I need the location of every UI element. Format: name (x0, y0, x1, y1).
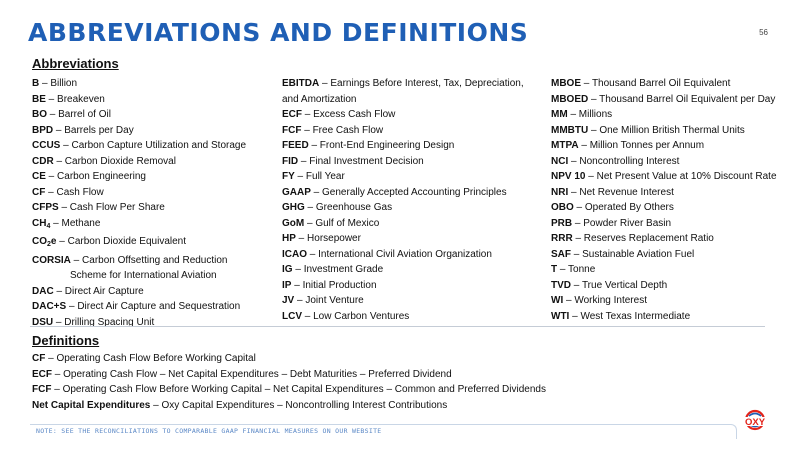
separator: – (45, 353, 57, 364)
term: BO (32, 109, 47, 120)
term: ECF (282, 109, 302, 120)
definition-text: Greenhouse Gas (315, 202, 393, 213)
list-item (551, 262, 777, 278)
definition-text: Working Interest (574, 295, 647, 306)
definition-text: Direct Air Capture (64, 285, 144, 297)
separator: – (310, 186, 323, 198)
section-divider (30, 326, 765, 327)
list-item (551, 169, 777, 185)
term-subscript: 4 (46, 222, 51, 230)
definition-text: One Million British Thermal Units (599, 124, 745, 136)
term: B (32, 78, 40, 89)
separator: – (294, 295, 306, 306)
term: CORSIA (32, 254, 71, 266)
list-item (32, 92, 246, 108)
definition-text: Carbon Engineering (57, 171, 146, 182)
list-item (282, 154, 524, 170)
definition-text: Thousand Barrel Oil Equivalent (591, 78, 731, 89)
term: FEED (282, 140, 309, 151)
separator: – (588, 93, 600, 105)
separator: – (295, 233, 308, 244)
logo-text: OXY (744, 417, 766, 428)
term: JV (282, 295, 295, 306)
list-item (32, 123, 246, 139)
list-item (551, 123, 777, 139)
definition-text: Operating Cash Flow Before Working Capital (56, 353, 256, 364)
separator: – (292, 264, 304, 275)
list-item (32, 367, 546, 383)
separator: – (573, 202, 585, 213)
definitions-list (32, 351, 546, 413)
separator: – (39, 78, 51, 89)
page-title: ABBREVIATIONS AND DEFINITIONS (28, 18, 529, 47)
definition-text: Low Carbon Ventures (313, 310, 410, 322)
separator: – (569, 310, 581, 322)
definition-text: Investment Grade (303, 264, 384, 275)
separator: – (66, 301, 78, 312)
separator: – (307, 248, 319, 260)
separator: – (588, 124, 600, 136)
separator: – (58, 202, 70, 213)
term: CFPS (32, 202, 59, 213)
list-item (282, 169, 524, 185)
list-item (32, 216, 246, 235)
separator: – (581, 78, 592, 89)
separator: – (52, 368, 64, 380)
oxy-logo (736, 403, 774, 441)
definition-text: True Vertical Depth (581, 279, 668, 291)
term: CO (32, 236, 47, 247)
definition-text: Generally Accepted Accounting Principles (322, 186, 507, 198)
definition-text: Net Revenue Interest (579, 186, 674, 198)
separator: – (578, 140, 590, 151)
definition-text: Barrel of Oil (58, 109, 111, 120)
separator: – (572, 233, 584, 244)
term-subscript: 2 (47, 241, 51, 248)
definition-text: Sustainable Aviation Fuel (582, 248, 695, 260)
separator: – (53, 124, 65, 136)
list-item (282, 123, 524, 139)
separator: – (568, 155, 580, 167)
list-item (282, 185, 524, 201)
separator: – (294, 171, 306, 182)
list-item (32, 234, 246, 253)
definition-text: Carbon Dioxide Removal (64, 155, 176, 167)
separator: – (571, 279, 582, 291)
separator: – (70, 254, 83, 266)
term: LCV (282, 310, 302, 322)
separator: – (304, 217, 316, 229)
list-item (551, 309, 777, 325)
definition-text: Methane (61, 217, 101, 229)
list-item (282, 247, 524, 263)
term: MBOE (551, 78, 581, 89)
term: HP (282, 233, 296, 244)
separator: – (301, 124, 313, 136)
term: MM (551, 109, 568, 120)
definition-text: Noncontrolling Interest (579, 155, 680, 167)
definition-text: Carbon Dioxide Equivalent (67, 236, 186, 247)
term: DAC+S (32, 301, 67, 312)
list-item (551, 138, 777, 154)
term: CH (32, 217, 47, 229)
term: FCF (282, 124, 302, 136)
term: MMBTU (551, 124, 589, 136)
term: NCI (551, 155, 569, 167)
list-item (282, 309, 524, 325)
page-number: 56 (759, 28, 768, 37)
term-suffix: e (50, 236, 57, 247)
separator: – (53, 285, 65, 297)
definition-text: Operating Cash Flow – Net Capital Expenditures – Debt Maturities – Preferred Dividend (63, 368, 452, 380)
abbreviations-column-3 (551, 76, 777, 324)
term: GoM (282, 217, 305, 229)
list-item (551, 278, 777, 294)
term: CF (32, 353, 46, 364)
definition-text: Full Year (305, 171, 345, 182)
term: DAC (32, 285, 54, 297)
term: CE (32, 171, 46, 182)
separator: – (308, 140, 320, 151)
list-item-continuation: Scheme for International Aviation (70, 270, 217, 281)
separator: – (45, 93, 58, 105)
term: MTPA (551, 140, 579, 151)
separator: – (302, 109, 314, 120)
definition-text: Direct Air Capture and Sequestration (77, 301, 241, 312)
list-item (282, 293, 524, 309)
separator: – (572, 217, 584, 229)
term: DSU (32, 316, 54, 328)
term: OBO (551, 202, 574, 213)
term: SAF (551, 248, 571, 260)
list-item (551, 293, 777, 309)
list-item (32, 398, 546, 414)
definition-text: Cash Flow Per Share (69, 202, 165, 213)
abbreviations-column-1 (32, 76, 246, 330)
list-item (282, 76, 524, 92)
definition-text: Oxy Capital Expenditures – Noncontrolling Interest Contributions (161, 399, 448, 411)
definition-text: Carbon Offsetting and Reduction (82, 254, 228, 266)
separator: – (291, 279, 303, 291)
separator: – (150, 399, 162, 411)
separator: – (47, 109, 59, 120)
definition-text: Gulf of Mexico (315, 217, 380, 229)
term: CCUS (32, 140, 61, 151)
definition-text: Thousand Barrel Oil Equivalent per Day (599, 93, 776, 105)
separator: – (298, 155, 310, 167)
list-item (32, 138, 246, 154)
term: MBOED (551, 93, 589, 105)
list-item (32, 185, 246, 201)
definition-text: Tonne (568, 264, 596, 275)
list-item (282, 262, 524, 278)
list-item (282, 231, 524, 247)
separator: – (319, 78, 331, 89)
list-item (32, 169, 246, 185)
term: GAAP (282, 186, 311, 198)
list-item (282, 200, 524, 216)
separator: – (45, 186, 57, 198)
list-item (551, 107, 777, 123)
term: WTI (551, 310, 570, 322)
separator: – (45, 171, 58, 182)
term: Net Capital Expenditures (32, 399, 151, 411)
definition-text: Net Present Value at 10% Discount Rate (596, 171, 777, 182)
definition-text: Horsepower (307, 233, 361, 244)
term: FID (282, 155, 299, 167)
definition-text: Breakeven (57, 93, 105, 105)
definition-text: Cash Flow (56, 186, 104, 198)
separator: – (56, 236, 68, 247)
list-item (32, 107, 246, 123)
term: BPD (32, 124, 54, 136)
separator: – (585, 171, 597, 182)
definition-text: Barrels per Day (64, 124, 134, 136)
list-item (32, 382, 546, 398)
term: TVD (551, 279, 571, 291)
term: IP (282, 279, 292, 291)
list-item (282, 216, 524, 232)
list-item (282, 138, 524, 154)
definition-text: Earnings Before Interest, Tax, Depreciation, (330, 78, 524, 89)
separator: – (50, 217, 62, 229)
term: NRI (551, 186, 569, 198)
definition-text: Front-End Engineering Design (319, 140, 455, 151)
separator: – (568, 186, 580, 198)
term: IG (282, 264, 293, 275)
definition-text: Final Investment Decision (309, 155, 424, 167)
list-item (551, 76, 777, 92)
definition-text: Million Tonnes per Annum (589, 140, 705, 151)
term: FY (282, 171, 295, 182)
definition-text: Excess Cash Flow (313, 109, 396, 120)
list-item (551, 92, 777, 108)
definitions-heading: Definitions (32, 333, 100, 348)
term: EBITDA (282, 78, 320, 89)
list-item (282, 107, 524, 123)
term: NPV 10 (551, 171, 586, 182)
list-item (32, 253, 246, 269)
term: FCF (32, 384, 52, 395)
term: GHG (282, 202, 305, 213)
term: ICAO (282, 248, 307, 260)
list-item (551, 231, 777, 247)
definition-text: Drilling Spacing Unit (64, 316, 155, 328)
list-item (32, 76, 246, 92)
definition-text: Powder River Basin (583, 217, 672, 229)
term: ECF (32, 368, 52, 380)
list-item (551, 185, 777, 201)
term: RRR (551, 233, 573, 244)
list-item (32, 315, 246, 331)
separator: – (53, 316, 65, 328)
list-item (551, 216, 777, 232)
list-item (282, 278, 524, 294)
definition-text: Millions (578, 109, 613, 120)
separator: – (557, 264, 569, 275)
separator: – (304, 202, 316, 213)
list-item (32, 154, 246, 170)
list-item-continuation: and Amortization (282, 93, 357, 105)
list-item (32, 200, 246, 216)
term: CF (32, 186, 46, 198)
separator: – (571, 248, 583, 260)
definition-text: Reserves Replacement Ratio (583, 233, 714, 244)
footer-note: NOTE: SEE THE RECONCILIATIONS TO COMPARABLE GAAP FINANCIAL MEASURES ON OUR WEBSITE (36, 427, 382, 435)
definition-text: Billion (50, 78, 78, 89)
definition-text: Operated By Others (584, 202, 674, 213)
list-item (32, 284, 246, 300)
separator: – (51, 384, 63, 395)
definition-text: Free Cash Flow (312, 124, 384, 136)
list-item (32, 299, 246, 315)
separator: – (563, 295, 575, 306)
definition-text: Operating Cash Flow Before Working Capital – Net Capital Expenditures – Common and Preferred Dividends (62, 384, 546, 395)
separator: – (302, 310, 314, 322)
term: WI (551, 295, 564, 306)
list-item (551, 154, 777, 170)
list-item (551, 247, 777, 263)
term: BE (32, 93, 46, 105)
definition-text: Initial Production (302, 279, 377, 291)
abbreviations-column-2 (282, 76, 524, 324)
term: CDR (32, 155, 54, 167)
separator: – (567, 109, 579, 120)
term: PRB (551, 217, 573, 229)
separator: – (60, 140, 72, 151)
definition-text: Carbon Capture Utilization and Storage (71, 140, 247, 151)
definition-text: International Civil Aviation Organization (318, 248, 492, 260)
list-item (32, 351, 546, 367)
definition-text: Joint Venture (305, 295, 364, 306)
abbreviations-heading: Abbreviations (32, 56, 119, 71)
list-item (551, 200, 777, 216)
separator: – (53, 155, 65, 167)
definition-text: West Texas Intermediate (580, 310, 691, 322)
term: T (551, 264, 558, 275)
